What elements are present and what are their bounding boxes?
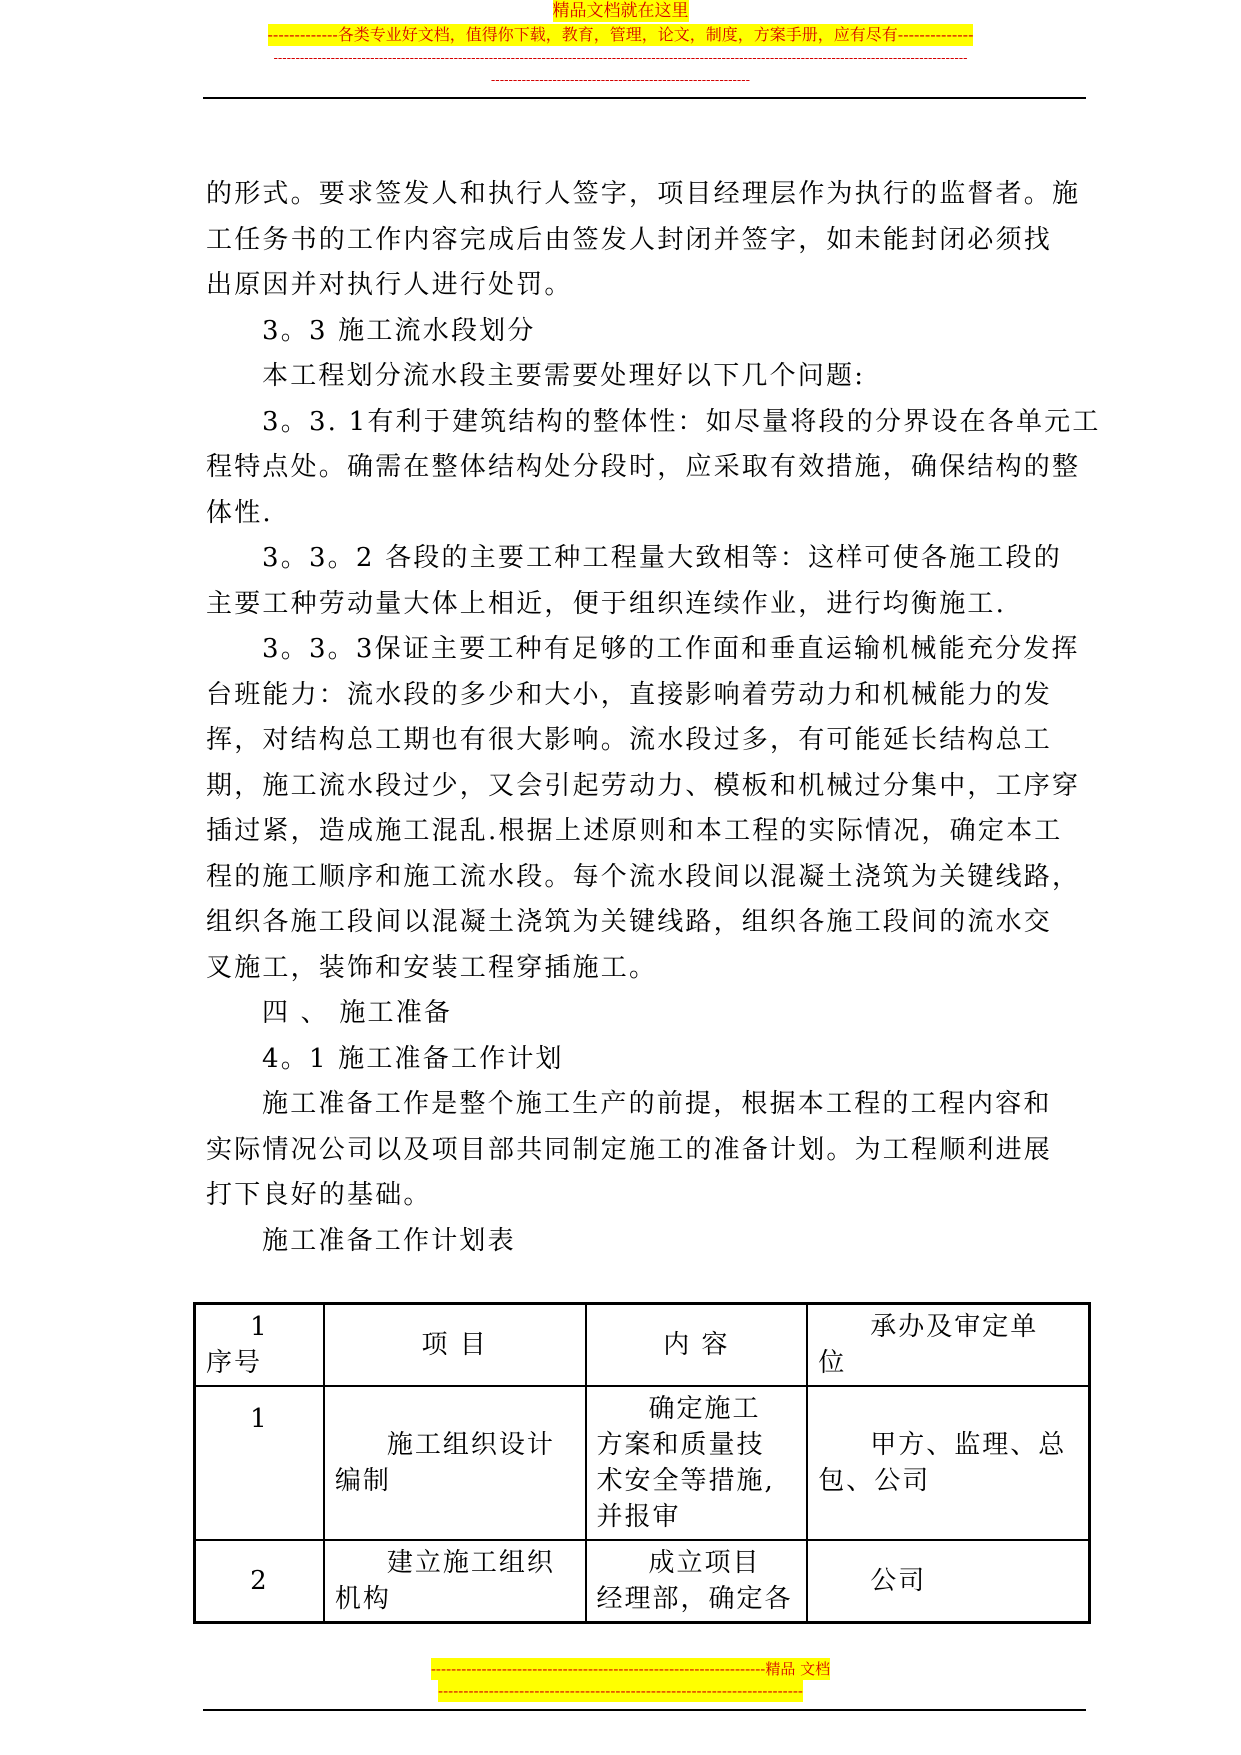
row-no: 2 xyxy=(195,1540,324,1623)
section-heading: 3。3 施工流水段划分 xyxy=(262,315,536,346)
body-line: 施工准备工作是整个施工生产的前提，根据本工程的工程内容和 xyxy=(262,1089,1052,1119)
table-caption: 施工准备工作计划表 xyxy=(262,1225,516,1256)
footer-banner-2 xyxy=(0,1680,1241,1702)
body-line: 出原因并对执行人进行处罚。 xyxy=(206,270,573,300)
body-line: 台班能力：流水段的多少和大小，直接影响着劳动力和机械能力的发 xyxy=(206,679,1053,710)
row-content: 确定施工 方案和质量技 术安全等措施, 并报审 xyxy=(586,1386,808,1540)
footer-rule xyxy=(203,1709,1086,1711)
header-cell-unit: 承办及审定单 位 xyxy=(807,1304,1089,1387)
sub-banner-text: -------------各类专业好文档，值得你下载，教育，管理，论文，制度，方案手册，应有尽有-------------- xyxy=(267,25,974,44)
body-line: 组织各施工段间以混凝土浇筑为关键线路，组织各施工段间的流水交 xyxy=(206,907,1053,937)
footer-line-2: ------------------------------------------------------------------------ xyxy=(438,1682,803,1700)
body-line: 程特点处。确需在整体结构处分段时，应采取有效措施，确保结构的整 xyxy=(206,452,1081,482)
row-unit: 甲方、监理、总 包、公司 xyxy=(807,1386,1089,1540)
body-line: 插过紧，造成施工混乱.根据上述原则和本工程的实际情况，确定本工 xyxy=(206,816,1063,846)
body-line: 3。3。2 各段的主要工种工程量大致相等：这样可使各施工段的 xyxy=(262,543,1062,573)
table-row xyxy=(195,1386,1090,1540)
header-cell-content: 内 容 xyxy=(586,1304,808,1387)
plan-table xyxy=(193,1302,1091,1624)
document-body xyxy=(206,172,1101,1264)
body-line: 体性. xyxy=(206,497,273,528)
row-item: 建立施工组织 机构 xyxy=(324,1540,586,1623)
body-line: 3。3. 1有利于建筑结构的整体性：如尽量将段的分界设在各单元工 xyxy=(262,406,1101,437)
top-banner-text: 精品文档就在这里 xyxy=(552,1,689,21)
body-line: 打下良好的基础。 xyxy=(206,1180,432,1210)
row-content: 成立项目 经理部，确定各 xyxy=(586,1540,808,1623)
row-unit: 公司 xyxy=(807,1540,1089,1623)
row-no: 1 xyxy=(195,1386,324,1540)
header-dash-line-1: -------------------------------------------------------------------------------------------------------------------------------------------------------------- xyxy=(273,51,968,66)
section-heading: 四 、 施工准备 xyxy=(262,998,453,1028)
header-dash-line-2: ----------------------------------------------------------- xyxy=(490,73,751,88)
body-line: 挥，对结构总工期也有很大影响。流水段过多，有可能延长结构总工 xyxy=(206,725,1053,755)
body-line: 3。3。3保证主要工种有足够的工作面和垂直运输机械能充分发挥 xyxy=(262,634,1080,664)
sub-banner xyxy=(0,24,1241,46)
table-header-row xyxy=(195,1304,1090,1387)
top-banner xyxy=(0,0,1241,22)
body-line: 主要工种劳动量大体上相近，便于组织连续作业，进行均衡施工. xyxy=(206,588,1007,619)
row-item: 施工组织设计 编制 xyxy=(324,1386,586,1540)
body-line: 叉施工，装饰和安装工程穿插施工。 xyxy=(206,952,658,983)
footer-line-1: ------------------------------------------------------------------精品 文档 xyxy=(430,1660,831,1678)
body-line: 工任务书的工作内容完成后由签发人封闭并签字，如未能封闭必须找 xyxy=(206,224,1053,255)
body-line: 程的施工顺序和施工流水段。每个流水段间以混凝土浇筑为关键线路， xyxy=(206,861,1081,892)
header-rule xyxy=(203,97,1086,99)
body-line: 实际情况公司以及项目部共同制定施工的准备计划。为工程顺利进展 xyxy=(206,1134,1053,1165)
table-row xyxy=(195,1540,1090,1623)
body-line: 的形式。要求签发人和执行人签字，项目经理层作为执行的监督者。施 xyxy=(206,179,1081,209)
header-cell-item: 项 目 xyxy=(324,1304,586,1387)
header-cell-no: 1 序号 xyxy=(195,1304,324,1387)
section-heading: 4。1 施工准备工作计划 xyxy=(262,1043,564,1074)
footer-banner-1 xyxy=(0,1658,1241,1680)
body-line: 本工程划分流水段主要需要处理好以下几个问题: xyxy=(262,361,866,391)
body-line: 期，施工流水段过少，又会引起劳动力、模板和机械过分集中，工序穿 xyxy=(206,770,1081,801)
